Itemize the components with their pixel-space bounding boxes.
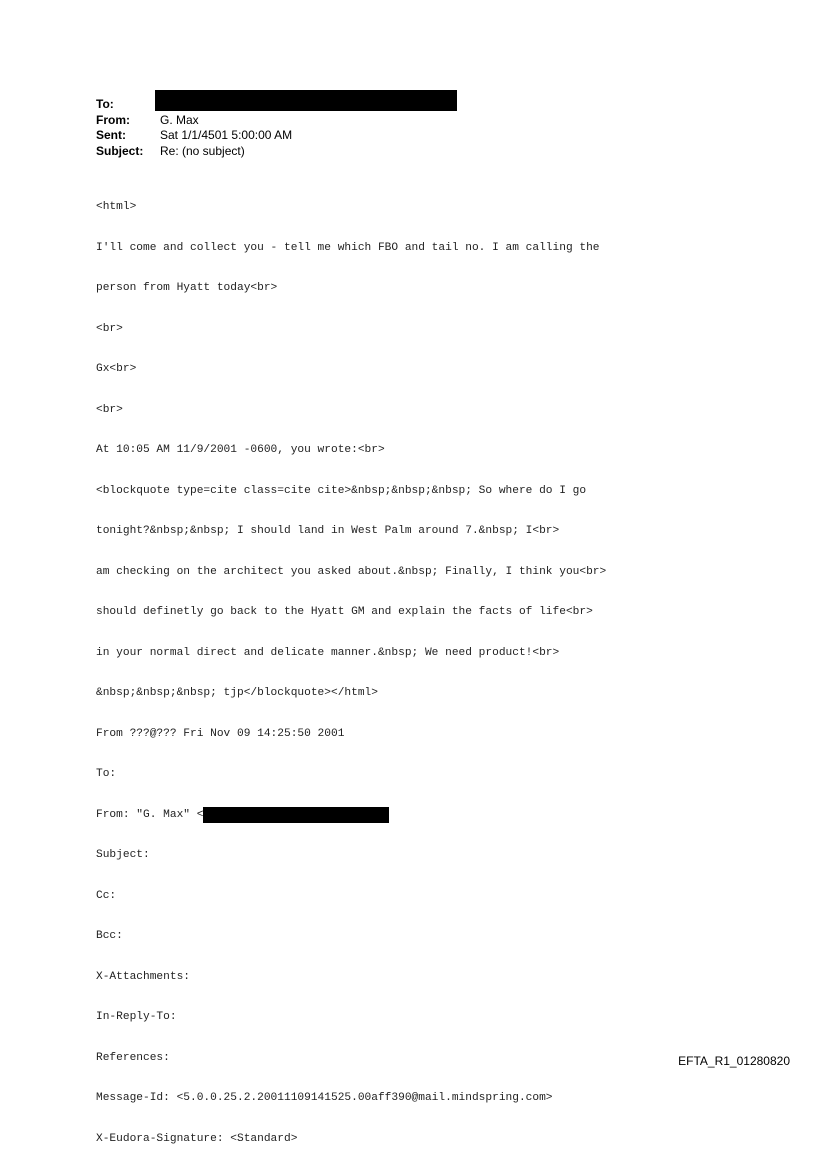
body-line: <html>	[96, 201, 137, 213]
to-label: To:	[96, 97, 114, 111]
body-line: <br>	[96, 403, 123, 416]
body-line: person from Hyatt today<br>	[96, 282, 278, 294]
body-line: <br>	[96, 322, 123, 335]
body-line: To:	[96, 768, 117, 780]
body-line: Subject:	[96, 849, 150, 861]
from-row	[96, 113, 292, 129]
body-line: should definetly go back to the Hyatt GM and explain the facts of life<br>	[96, 606, 593, 618]
body-line: I'll come and collect you - tell me which FBO and tail no. I am calling the	[96, 241, 600, 254]
body-line: in your normal direct and delicate manner.&nbsp; We need product!<br>	[96, 646, 560, 659]
from-value: G. Max	[160, 112, 199, 127]
from-label: From:	[96, 112, 130, 127]
from-header-text: From: "G. Max" <	[96, 808, 204, 821]
body-line: Gx<br>	[96, 363, 137, 375]
body-line: References:	[96, 1051, 170, 1064]
sent-value: Sat 1/1/4501 5:00:00 AM	[160, 128, 293, 142]
subject-row	[96, 144, 292, 160]
sent-row	[96, 128, 292, 144]
body-line: From ???@??? Fri Nov 09 14:25:50 2001	[96, 727, 345, 740]
body-line: Message-Id: <5.0.0.25.2.20011109141525.00aff390@mail.mindspring.com>	[96, 1092, 553, 1104]
body-line: &nbsp;&nbsp;&nbsp; tjp</blockquote></html>	[96, 687, 378, 699]
to-row	[96, 97, 292, 113]
body-line: In-Reply-To:	[96, 1011, 177, 1023]
email-body	[96, 174, 796, 1173]
subject-label: Subject:	[96, 143, 144, 158]
email-header	[96, 97, 292, 159]
sent-label: Sent:	[96, 128, 126, 142]
subject-value: Re: (no subject)	[160, 143, 245, 158]
body-line: Cc:	[96, 889, 117, 902]
body-line: X-Attachments:	[96, 970, 190, 983]
document-id: EFTA_R1_01280820	[678, 1054, 790, 1068]
body-line: Bcc:	[96, 930, 123, 942]
body-line: <blockquote type=cite class=cite cite>&nbsp;&nbsp;&nbsp; So where do I go	[96, 484, 587, 497]
body-line: am checking on the architect you asked about.&nbsp; Finally, I think you<br>	[96, 565, 607, 578]
from-header-line	[96, 809, 796, 823]
body-line: At 10:05 AM 11/9/2001 -0600, you wrote:<br>	[96, 444, 385, 456]
redacted-email-block	[203, 807, 389, 823]
body-line: X-Eudora-Signature: <Standard>	[96, 1132, 298, 1145]
body-line: tonight?&nbsp;&nbsp; I should land in West Palm around 7.&nbsp; I<br>	[96, 525, 560, 537]
